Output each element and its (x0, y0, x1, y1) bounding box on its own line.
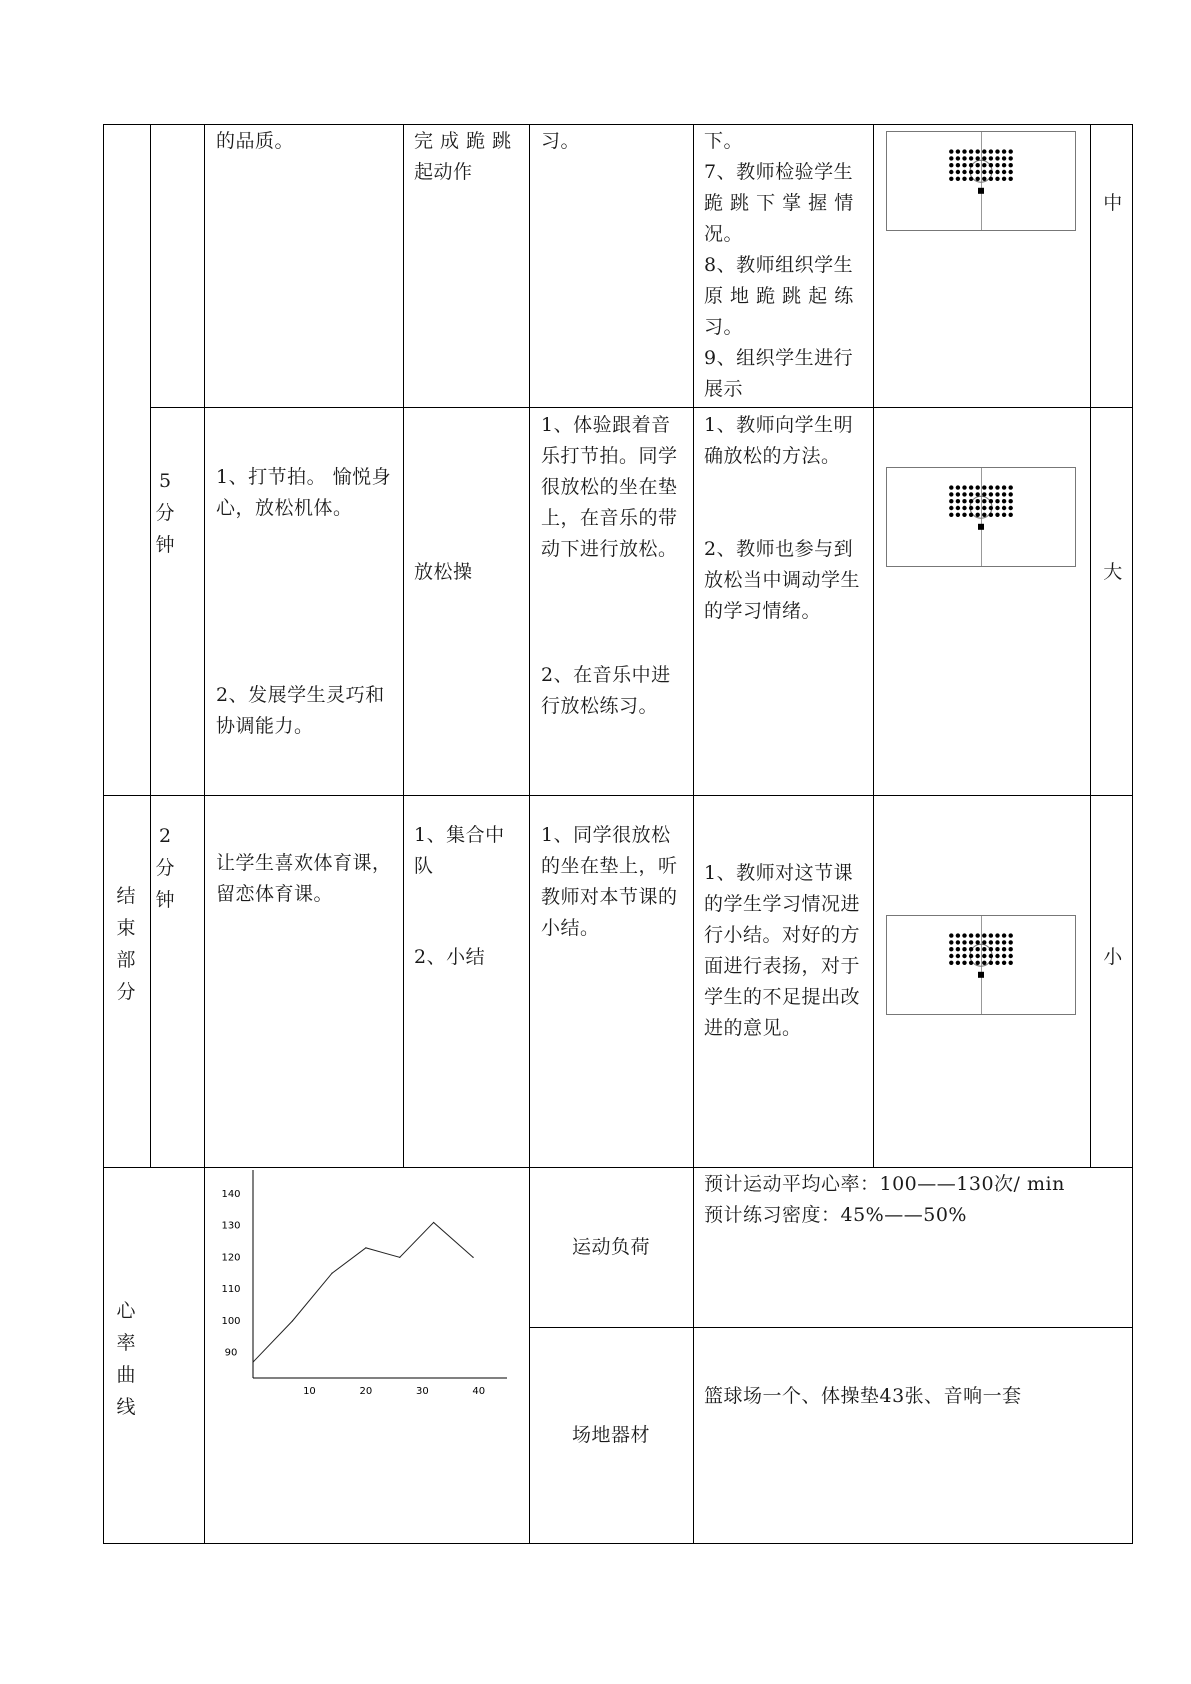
student-dot (995, 156, 999, 160)
student-dot (976, 156, 980, 160)
r2-goal-2: 2、发展学生灵巧和协调能力。 (216, 684, 385, 737)
student-dot (995, 947, 999, 951)
student-dot (989, 954, 993, 958)
student-dot (969, 933, 973, 937)
student-dot (982, 954, 986, 958)
r2-time-char: 钟 (155, 534, 175, 556)
r2-formation-diagram (886, 467, 1076, 567)
student-dot (982, 961, 986, 965)
heart-rate-point (331, 1273, 332, 1274)
student-dot (1002, 506, 1006, 510)
heart-rate-point (473, 1257, 474, 1258)
student-dot (949, 485, 953, 489)
student-dot (989, 177, 993, 181)
footer-divider (529, 1327, 1132, 1328)
r3-goal-text: 让学生喜欢体育课，留恋体育课。 (216, 852, 392, 905)
col-divider-load (1090, 124, 1091, 1167)
student-dot (995, 933, 999, 937)
teacher-marker (978, 524, 984, 530)
student-dot (949, 492, 953, 496)
student-dot (989, 947, 993, 951)
student-dot (982, 506, 986, 510)
heart-rate-label-char: 线 (116, 1396, 136, 1418)
r2-time-char: 5 (158, 470, 172, 492)
col-divider-teacher (693, 124, 694, 1544)
student-dot (995, 170, 999, 174)
col-divider-content (403, 124, 404, 1167)
student-dot (1002, 170, 1006, 174)
col-divider-student (529, 124, 530, 1544)
student-dot (969, 177, 973, 181)
student-dot (956, 961, 960, 965)
student-dot (989, 163, 993, 167)
student-dot (1009, 156, 1013, 160)
student-dot (1009, 163, 1013, 167)
x-tick-label: 10 (303, 1386, 316, 1397)
student-dot (969, 506, 973, 510)
r1-teacher-step: 下。 (704, 130, 744, 152)
student-dot (989, 513, 993, 517)
y-tick-label: 140 (221, 1188, 241, 1200)
student-dot (949, 163, 953, 167)
student-dot (949, 156, 953, 160)
student-dot (1002, 954, 1006, 958)
student-dot (962, 513, 966, 517)
student-dot (1009, 492, 1013, 496)
student-dot (969, 947, 973, 951)
student-dot (976, 177, 980, 181)
student-dot (962, 492, 966, 496)
student-dot (962, 954, 966, 958)
row-divider-1 (150, 407, 1132, 408)
table-bottom-border (103, 1543, 1132, 1544)
student-dot (956, 947, 960, 951)
student-dot (976, 940, 980, 944)
student-dot (1009, 961, 1013, 965)
heart-rate-label (114, 1295, 138, 1423)
student-dot (995, 940, 999, 944)
student-dot (962, 499, 966, 503)
student-dot (949, 940, 953, 944)
student-dot (982, 170, 986, 174)
y-tick-label: 120 (221, 1252, 241, 1264)
student-dot (982, 933, 986, 937)
r2-load-value: 大 (1103, 561, 1123, 583)
student-dot (949, 933, 953, 937)
student-dot (995, 954, 999, 958)
x-tick-label: 30 (415, 1386, 429, 1397)
student-dot (1009, 149, 1013, 153)
student-dot (976, 499, 980, 503)
student-dot (989, 170, 993, 174)
student-dot (956, 485, 960, 489)
student-dot (982, 492, 986, 496)
student-dot (1009, 933, 1013, 937)
r3-content-1: 1、集合中队 (414, 824, 505, 877)
center-circle (970, 496, 992, 518)
student-dot (1009, 947, 1013, 951)
student-dot (982, 485, 986, 489)
r1-teacher-step: 7、教师检验学生跪 跳 下 掌 握 情况。 (704, 161, 854, 245)
r2-goal-1: 1、打节拍。 愉悦身心，放松机体。 (216, 466, 392, 519)
student-dot (969, 156, 973, 160)
student-dot (976, 933, 980, 937)
heart-rate-point (292, 1320, 293, 1321)
student-dot (995, 149, 999, 153)
student-dot (949, 170, 953, 174)
student-dot (1009, 954, 1013, 958)
student-dot (949, 177, 953, 181)
r1-formation-diagram (886, 131, 1076, 231)
student-dot (962, 506, 966, 510)
r2-student-1: 1、体验跟着音乐打节拍。同学很放松的坐在垫上，在音乐的带动下进行放松。 (541, 414, 678, 560)
r3-section-char: 结 (116, 885, 136, 907)
student-dot (995, 485, 999, 489)
student-dot (962, 163, 966, 167)
student-dot (1002, 947, 1006, 951)
heart-rate-point (365, 1247, 366, 1248)
student-dot (982, 513, 986, 517)
student-dot (989, 961, 993, 965)
student-dot (969, 940, 973, 944)
student-dot (976, 506, 980, 510)
student-dot (989, 506, 993, 510)
r2-time-column (153, 465, 177, 561)
r3-section-char: 束 (116, 917, 136, 939)
teacher-marker (978, 188, 984, 194)
student-dot (956, 177, 960, 181)
student-dot (956, 954, 960, 958)
student-dot (982, 163, 986, 167)
student-dot (962, 961, 966, 965)
student-dot (982, 156, 986, 160)
student-dot (976, 485, 980, 489)
student-dot (962, 933, 966, 937)
heart-rate-line (253, 1222, 473, 1362)
r3-load-value: 小 (1103, 946, 1123, 968)
r3-section-column (114, 880, 138, 1008)
student-dot (1009, 506, 1013, 510)
r3-time-char: 钟 (155, 889, 175, 911)
student-dot (982, 947, 986, 951)
teacher-marker (978, 972, 984, 978)
table-left-border (103, 124, 104, 1544)
student-dot (995, 506, 999, 510)
y-tick-label: 110 (221, 1284, 241, 1296)
student-dot (956, 499, 960, 503)
student-dot (1002, 492, 1006, 496)
student-dot (956, 170, 960, 174)
student-dot (1002, 149, 1006, 153)
r3-section-char: 分 (116, 981, 136, 1003)
student-dot (976, 961, 980, 965)
r1-teacher-step: 8、教师组织学生原 地 跪 跳 起 练习。 (704, 254, 854, 338)
student-dot (962, 170, 966, 174)
student-dot (969, 954, 973, 958)
row-divider-2 (103, 795, 1132, 796)
student-dot (1002, 933, 1006, 937)
student-dot (962, 156, 966, 160)
col-divider-time (150, 124, 151, 1167)
venue-text: 篮球场一个、体操垫43张、音响一套 (704, 1385, 1022, 1407)
r3-content-2: 2、小结 (414, 946, 486, 968)
student-dot (995, 961, 999, 965)
heart-rate-label-char: 率 (116, 1332, 136, 1354)
student-dot (995, 177, 999, 181)
student-dot (962, 485, 966, 489)
col-divider-organization (873, 124, 874, 1167)
student-dot (989, 156, 993, 160)
student-dot (995, 513, 999, 517)
student-dot (956, 933, 960, 937)
student-dot (982, 177, 986, 181)
student-dot (956, 940, 960, 944)
student-dot (962, 149, 966, 153)
heart-rate-point (433, 1222, 434, 1223)
student-dot (976, 149, 980, 153)
student-dot (1002, 513, 1006, 517)
heart-rate-label-char: 心 (116, 1300, 136, 1322)
heart-rate-point (252, 1362, 253, 1363)
heart-rate-point (399, 1257, 400, 1258)
student-dot (989, 149, 993, 153)
student-dot (1009, 177, 1013, 181)
student-dot (969, 170, 973, 174)
r3-time-char: 分 (155, 857, 175, 879)
exercise-load-heart-rate: 预计运动平均心率：100——130次/ min (704, 1173, 1065, 1195)
y-tick-label: 90 (224, 1347, 238, 1359)
formation-drawing (887, 468, 1075, 566)
student-dot (1002, 156, 1006, 160)
r2-teacher-2: 2、教师也参与到放松当中调动学生的学习情绪。 (704, 538, 861, 622)
student-dot (969, 163, 973, 167)
student-dot (1009, 485, 1013, 489)
student-dot (995, 163, 999, 167)
student-dot (956, 506, 960, 510)
formation-drawing (887, 132, 1075, 230)
student-dot (995, 492, 999, 496)
student-dot (956, 156, 960, 160)
r3-student-text: 1、同学很放松的坐在垫上，听教师对本节课的小结。 (541, 824, 678, 939)
heart-rate-label-char: 曲 (116, 1364, 136, 1386)
r2-student-2: 2、在音乐中进行放松练习。 (541, 664, 671, 717)
r3-formation-diagram (886, 915, 1076, 1015)
student-dot (1009, 170, 1013, 174)
student-dot (989, 933, 993, 937)
r1-content-text: 完 成 跪 跳 起动作 (414, 130, 512, 183)
student-dot (976, 492, 980, 496)
y-tick-label: 100 (221, 1315, 241, 1327)
student-dot (982, 940, 986, 944)
r3-teacher-text: 1、教师对这节课的学生学习情况进行小结。对好的方面进行表扬，对于学生的不足提出改进的意见。 (704, 862, 861, 1039)
exercise-load-density: 预计练习密度：45%——50% (704, 1204, 967, 1226)
student-dot (949, 149, 953, 153)
r1-teacher-step: 9、组织学生进行展示 (704, 347, 854, 400)
student-dot (949, 947, 953, 951)
student-dot (1002, 499, 1006, 503)
table-right-border (1132, 124, 1133, 1544)
student-dot (995, 499, 999, 503)
student-dot (1002, 163, 1006, 167)
student-dot (949, 961, 953, 965)
student-dot (956, 513, 960, 517)
student-dot (949, 513, 953, 517)
exercise-load-label: 运动负荷 (571, 1236, 650, 1258)
student-dot (989, 492, 993, 496)
y-tick-label: 130 (221, 1220, 241, 1232)
student-dot (1002, 485, 1006, 489)
r1-goal-text: 的品质。 (216, 130, 295, 152)
student-dot (1002, 177, 1006, 181)
student-dot (982, 149, 986, 153)
r3-time-column (153, 820, 177, 916)
student-dot (976, 954, 980, 958)
student-dot (956, 492, 960, 496)
x-tick-label: 20 (359, 1386, 373, 1397)
student-dot (956, 149, 960, 153)
r2-teacher-1: 1、教师向学生明确放松的方法。 (704, 414, 854, 467)
venue-label: 场地器材 (571, 1424, 650, 1446)
student-dot (969, 513, 973, 517)
r3-section-char: 部 (116, 949, 136, 971)
r1-load-value: 中 (1103, 192, 1123, 214)
student-dot (976, 513, 980, 517)
student-dot (962, 940, 966, 944)
student-dot (982, 499, 986, 503)
student-dot (976, 947, 980, 951)
center-circle (970, 160, 992, 182)
student-dot (949, 506, 953, 510)
r2-time-char: 分 (155, 502, 175, 524)
student-dot (962, 947, 966, 951)
table-top-border (103, 124, 1132, 125)
r1-teacher-steps (704, 126, 869, 405)
student-dot (976, 170, 980, 174)
student-dot (969, 485, 973, 489)
student-dot (962, 177, 966, 181)
student-dot (1002, 961, 1006, 965)
student-dot (1009, 940, 1013, 944)
heart-rate-chart (205, 1168, 525, 1408)
student-dot (1009, 513, 1013, 517)
r2-content-text: 放松操 (414, 561, 473, 583)
student-dot (969, 499, 973, 503)
student-dot (969, 149, 973, 153)
student-dot (1002, 940, 1006, 944)
student-dot (976, 163, 980, 167)
student-dot (989, 485, 993, 489)
student-dot (949, 499, 953, 503)
center-circle (970, 944, 992, 966)
student-dot (1009, 499, 1013, 503)
student-dot (969, 961, 973, 965)
r1-student-text: 习。 (541, 130, 581, 152)
r3-time-char: 2 (158, 825, 172, 847)
student-dot (956, 163, 960, 167)
x-tick-label: 40 (472, 1386, 486, 1397)
student-dot (949, 954, 953, 958)
student-dot (989, 940, 993, 944)
student-dot (969, 492, 973, 496)
formation-drawing (887, 916, 1075, 1014)
student-dot (989, 499, 993, 503)
